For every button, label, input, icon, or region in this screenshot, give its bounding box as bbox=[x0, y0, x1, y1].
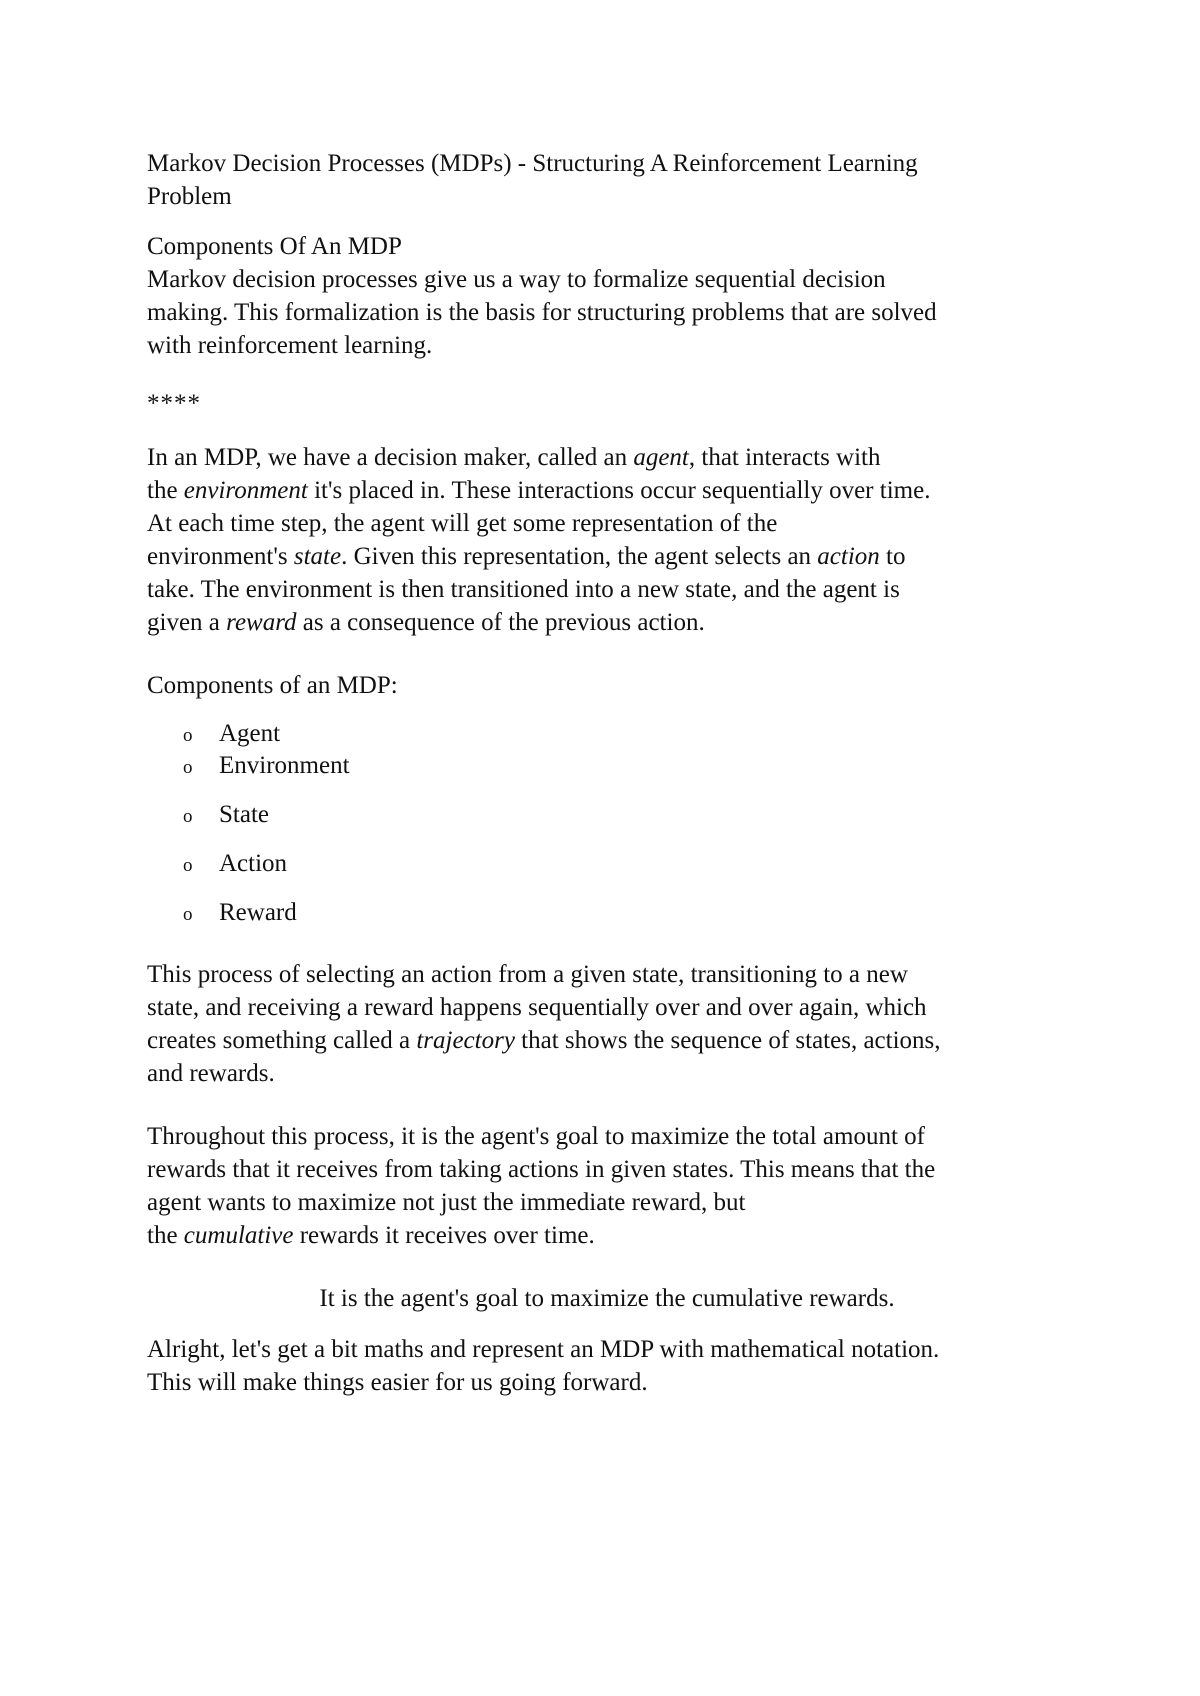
text-run: as a consequence of the previous action. bbox=[296, 609, 705, 636]
text-run: it's placed in. These interactions occur sequentially over time. bbox=[307, 477, 931, 504]
text-run: , that interacts with bbox=[688, 444, 881, 471]
text-run: given a bbox=[147, 609, 227, 636]
bullet-icon: o bbox=[183, 725, 193, 746]
text-run: rewards it receives over time. bbox=[293, 1222, 595, 1249]
emphasis-trajectory: trajectory bbox=[416, 1027, 515, 1054]
para4-line-1: Alright, let's get a bit maths and represent an MDP with mathematical notation. bbox=[147, 1336, 940, 1363]
closing-paragraph bbox=[147, 1333, 939, 1399]
bullet-icon: o bbox=[183, 904, 193, 925]
title-line-2: Problem bbox=[147, 183, 232, 210]
components-heading bbox=[147, 669, 398, 702]
para2-line-3 bbox=[147, 1024, 941, 1057]
para1-line-6 bbox=[147, 606, 930, 639]
goal-paragraph bbox=[147, 1120, 935, 1252]
list-item-label: Action bbox=[219, 850, 288, 877]
callout-statement: It is the agent's goal to maximize the cumulative rewards. bbox=[319, 1285, 895, 1312]
emphasis-environment: environment bbox=[183, 477, 308, 504]
text-run: the bbox=[147, 477, 184, 504]
text-run: to bbox=[879, 543, 906, 570]
text-run: environment's bbox=[147, 543, 294, 570]
emphasis-cumulative: cumulative bbox=[183, 1222, 294, 1249]
emphasis-agent: agent bbox=[633, 444, 689, 471]
bullet-icon: o bbox=[183, 757, 193, 778]
intro-paragraph bbox=[147, 263, 937, 362]
intro-line-3: with reinforcement learning. bbox=[147, 332, 433, 359]
bullet-icon: o bbox=[183, 855, 193, 876]
separator-text: **** bbox=[147, 390, 201, 417]
para1-line-3: At each time step, the agent will get some representation of the bbox=[147, 510, 778, 537]
emphasis-action: action bbox=[817, 543, 880, 570]
bullet-icon: o bbox=[183, 806, 193, 827]
document-title bbox=[147, 147, 918, 213]
para3-line-4 bbox=[147, 1219, 935, 1252]
para3-line-3: agent wants to maximize not just the immediate reward, but bbox=[147, 1189, 746, 1216]
list-item-label: Reward bbox=[219, 899, 297, 926]
list-item-label: State bbox=[219, 801, 269, 828]
para2-line-2: state, and receiving a reward happens sequentially over and over again, which bbox=[147, 994, 927, 1021]
text-run: In an MDP, we have a decision maker, called an bbox=[147, 444, 634, 471]
title-line-1: Markov Decision Processes (MDPs) - Structuring A Reinforcement Learning bbox=[147, 150, 918, 177]
section-heading bbox=[147, 230, 402, 263]
para1-line-5: take. The environment is then transitioned into a new state, and the agent is bbox=[147, 576, 900, 603]
para1-line-1 bbox=[147, 441, 930, 474]
para3-line-2: rewards that it receives from taking actions in given states. This means that the bbox=[147, 1156, 936, 1183]
intro-line-2: making. This formalization is the basis for structuring problems that are solved bbox=[147, 299, 937, 326]
text-run: the bbox=[147, 1222, 184, 1249]
para1-line-4 bbox=[147, 540, 930, 573]
components-heading-text: Components of an MDP: bbox=[147, 672, 398, 699]
para2-line-1: This process of selecting an action from a given state, transitioning to a new bbox=[147, 961, 908, 988]
para2-line-4: and rewards. bbox=[147, 1060, 275, 1087]
para4-line-2: This will make things easier for us going forward. bbox=[147, 1369, 648, 1396]
text-run: creates something called a bbox=[147, 1027, 417, 1054]
trajectory-paragraph bbox=[147, 958, 941, 1090]
list-item-label: Agent bbox=[219, 720, 281, 747]
list-item-label: Environment bbox=[219, 752, 350, 779]
mdp-description-paragraph bbox=[147, 441, 930, 639]
para3-line-1: Throughout this process, it is the agent's goal to maximize the total amount of bbox=[147, 1123, 925, 1150]
text-run: that shows the sequence of states, actions, bbox=[514, 1027, 941, 1054]
emphasis-reward: reward bbox=[226, 609, 297, 636]
subtitle-text: Components Of An MDP bbox=[147, 233, 402, 260]
text-run: . Given this representation, the agent selects an bbox=[341, 543, 818, 570]
intro-line-1: Markov decision processes give us a way to formalize sequential decision bbox=[147, 266, 886, 293]
emphasis-state: state bbox=[293, 543, 342, 570]
separator bbox=[147, 387, 201, 420]
para1-line-2 bbox=[147, 474, 930, 507]
